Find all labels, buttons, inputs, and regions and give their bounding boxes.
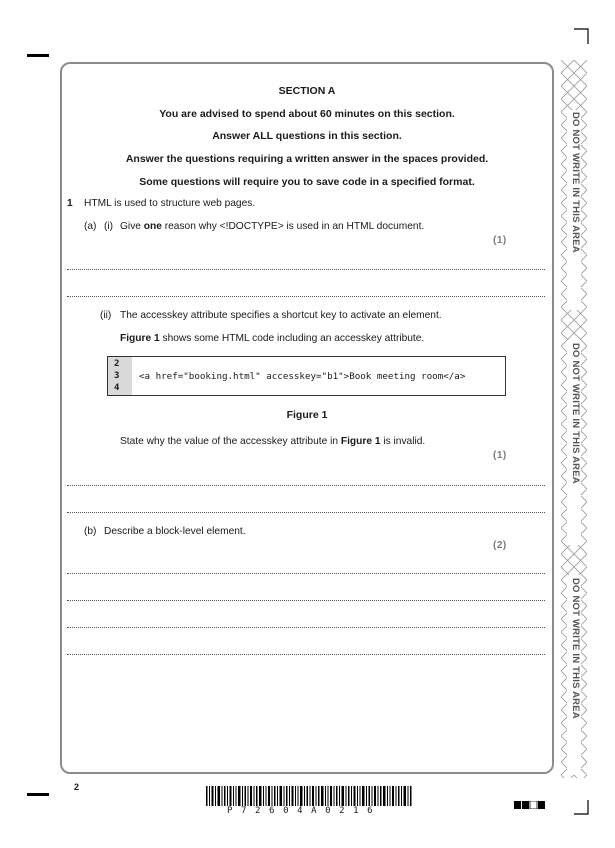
answer-line[interactable] xyxy=(67,627,545,628)
section-title: SECTION A xyxy=(278,85,336,97)
crop-mark-top xyxy=(27,54,49,57)
part-b-marks: (2) xyxy=(493,540,507,551)
answer-line[interactable] xyxy=(67,654,545,655)
question-stem: HTML is used to structure web pages. xyxy=(84,198,256,209)
answer-line[interactable] xyxy=(67,600,545,601)
part-a-i-text: Give one reason why <!DOCTYPE> is used in an HTML document. xyxy=(120,221,425,232)
part-a-label: (a) xyxy=(84,221,97,232)
answer-line[interactable] xyxy=(67,296,545,297)
crop-mark-bottom xyxy=(27,793,49,796)
part-a-ii-text: The accesskey attribute specifies a shortcut key to activate an element. xyxy=(120,310,442,321)
line-number: 2 xyxy=(114,359,120,369)
instruction-spaces: Answer the questions requiring a written answer in the spaces provided. xyxy=(125,153,489,165)
answer-line[interactable] xyxy=(67,573,545,574)
code-line: <a href="booking.html" accesskey="b1">Book meeting room</a> xyxy=(139,371,466,382)
answer-line[interactable] xyxy=(67,485,545,486)
part-a-i-label: (i) xyxy=(104,221,114,232)
figure-caption: Figure 1 xyxy=(286,409,328,421)
corner-mark-bottom-right xyxy=(574,800,590,816)
part-a-i-marks: (1) xyxy=(493,235,507,246)
part-a-ii-prompt: State why the value of the accesskey attribute in Figure 1 is invalid. xyxy=(120,436,426,447)
barcode xyxy=(206,786,412,806)
question-number: 1 xyxy=(67,198,73,209)
code-figure xyxy=(107,356,506,396)
part-b-text: Describe a block-level element. xyxy=(104,526,246,537)
registration-blocks xyxy=(514,801,546,809)
instruction-time: You are advised to spend about 60 minutes on this section. xyxy=(159,108,455,120)
answer-line[interactable] xyxy=(67,269,545,270)
instruction-save-code: Some questions will require you to save code in a specified format. xyxy=(139,176,475,188)
do-not-write-label: DO NOT WRITE IN THIS AREA xyxy=(570,578,581,719)
instruction-answer-all: Answer ALL questions in this section. xyxy=(212,130,402,142)
part-b-label: (b) xyxy=(84,526,97,537)
do-not-write-label: DO NOT WRITE IN THIS AREA xyxy=(570,343,581,484)
figure-reference: Figure 1 shows some HTML code including an accesskey attribute. xyxy=(120,333,425,344)
margin-warning-strip xyxy=(561,60,587,778)
line-number: 3 xyxy=(114,371,120,381)
line-number: 4 xyxy=(114,383,120,393)
barcode-digits: P72604A0216 xyxy=(227,806,382,816)
part-a-ii-label: (ii) xyxy=(100,310,112,321)
do-not-write-label: DO NOT WRITE IN THIS AREA xyxy=(570,112,581,253)
page-number: 2 xyxy=(74,782,80,792)
corner-mark-top-right xyxy=(574,28,590,44)
answer-line[interactable] xyxy=(67,512,545,513)
part-a-ii-marks: (1) xyxy=(493,450,507,461)
line-number-gutter xyxy=(108,357,132,395)
